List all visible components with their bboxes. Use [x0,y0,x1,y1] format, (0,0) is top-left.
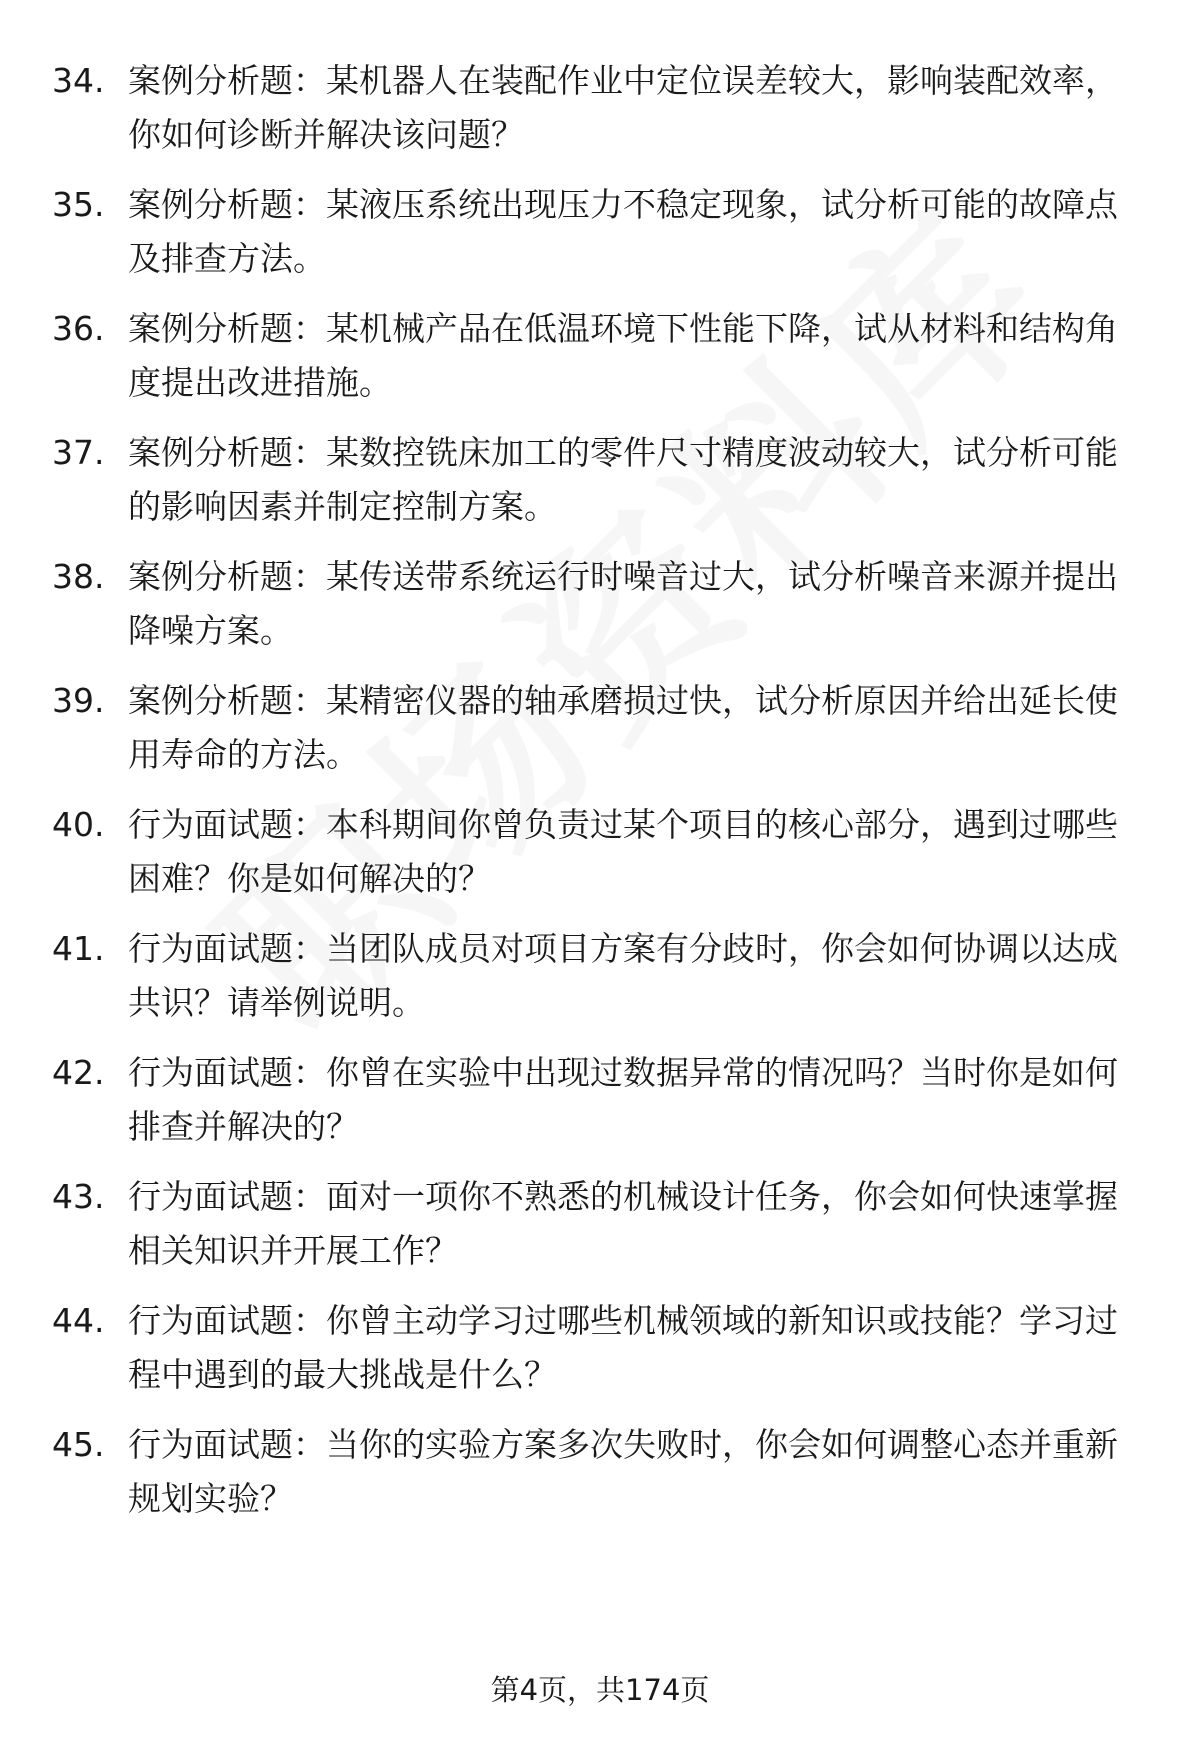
question-list [52,54,1132,1542]
question-item [52,1418,1132,1542]
question-item [52,1170,1132,1294]
question-number: 37. [52,433,105,472]
question-text: 行为面试题：当你的实验方案多次失败时，你会如何调整心态并重新规划实验？ [128,1425,1118,1518]
question-text: 行为面试题：你曾主动学习过哪些机械领域的新知识或技能？学习过程中遇到的最大挑战是什么？ [128,1301,1118,1394]
question-text: 案例分析题：某传送带系统运行时噪音过大，试分析噪音来源并提出降噪方案。 [128,557,1118,650]
question-number: 39. [52,681,105,720]
question-text: 行为面试题：面对一项你不熟悉的机械设计任务，你会如何快速掌握相关知识并开展工作？ [128,1177,1118,1270]
question-number: 36. [52,309,105,348]
question-text: 案例分析题：某机械产品在低温环境下性能下降，试从材料和结构角度提出改进措施。 [128,309,1118,402]
question-text: 案例分析题：某液压系统出现压力不稳定现象，试分析可能的故障点及排查方法。 [128,185,1118,278]
question-item [52,302,1132,426]
question-text: 案例分析题：某精密仪器的轴承磨损过快，试分析原因并给出延长使用寿命的方法。 [128,681,1118,774]
question-item [52,674,1132,798]
question-item [52,178,1132,302]
question-item [52,550,1132,674]
question-number: 35. [52,185,105,224]
question-text: 行为面试题：本科期间你曾负责过某个项目的核心部分，遇到过哪些困难？你是如何解决的？ [128,805,1118,898]
question-number: 43. [52,1177,105,1216]
question-text: 行为面试题：你曾在实验中出现过数据异常的情况吗？当时你是如何排查并解决的？ [128,1053,1118,1146]
question-text: 案例分析题：某数控铣床加工的零件尺寸精度波动较大，试分析可能的影响因素并制定控制方案。 [128,433,1118,526]
question-text: 行为面试题：当团队成员对项目方案有分歧时，你会如何协调以达成共识？请举例说明。 [128,929,1118,1022]
question-number: 44. [52,1301,105,1340]
question-item [52,1046,1132,1170]
question-item [52,922,1132,1046]
question-number: 34. [52,61,105,100]
question-number: 41. [52,929,105,968]
question-number: 45. [52,1425,105,1464]
question-item [52,54,1132,178]
question-item [52,1294,1132,1418]
question-number: 42. [52,1053,105,1092]
question-item [52,426,1132,550]
question-text: 案例分析题：某机器人在装配作业中定位误差较大，影响装配效率，你如何诊断并解决该问题？ [128,61,1118,154]
page-footer: 第4页，共174页 [490,1673,710,1707]
question-number: 38. [52,557,105,596]
question-item [52,798,1132,922]
question-number: 40. [52,805,105,844]
